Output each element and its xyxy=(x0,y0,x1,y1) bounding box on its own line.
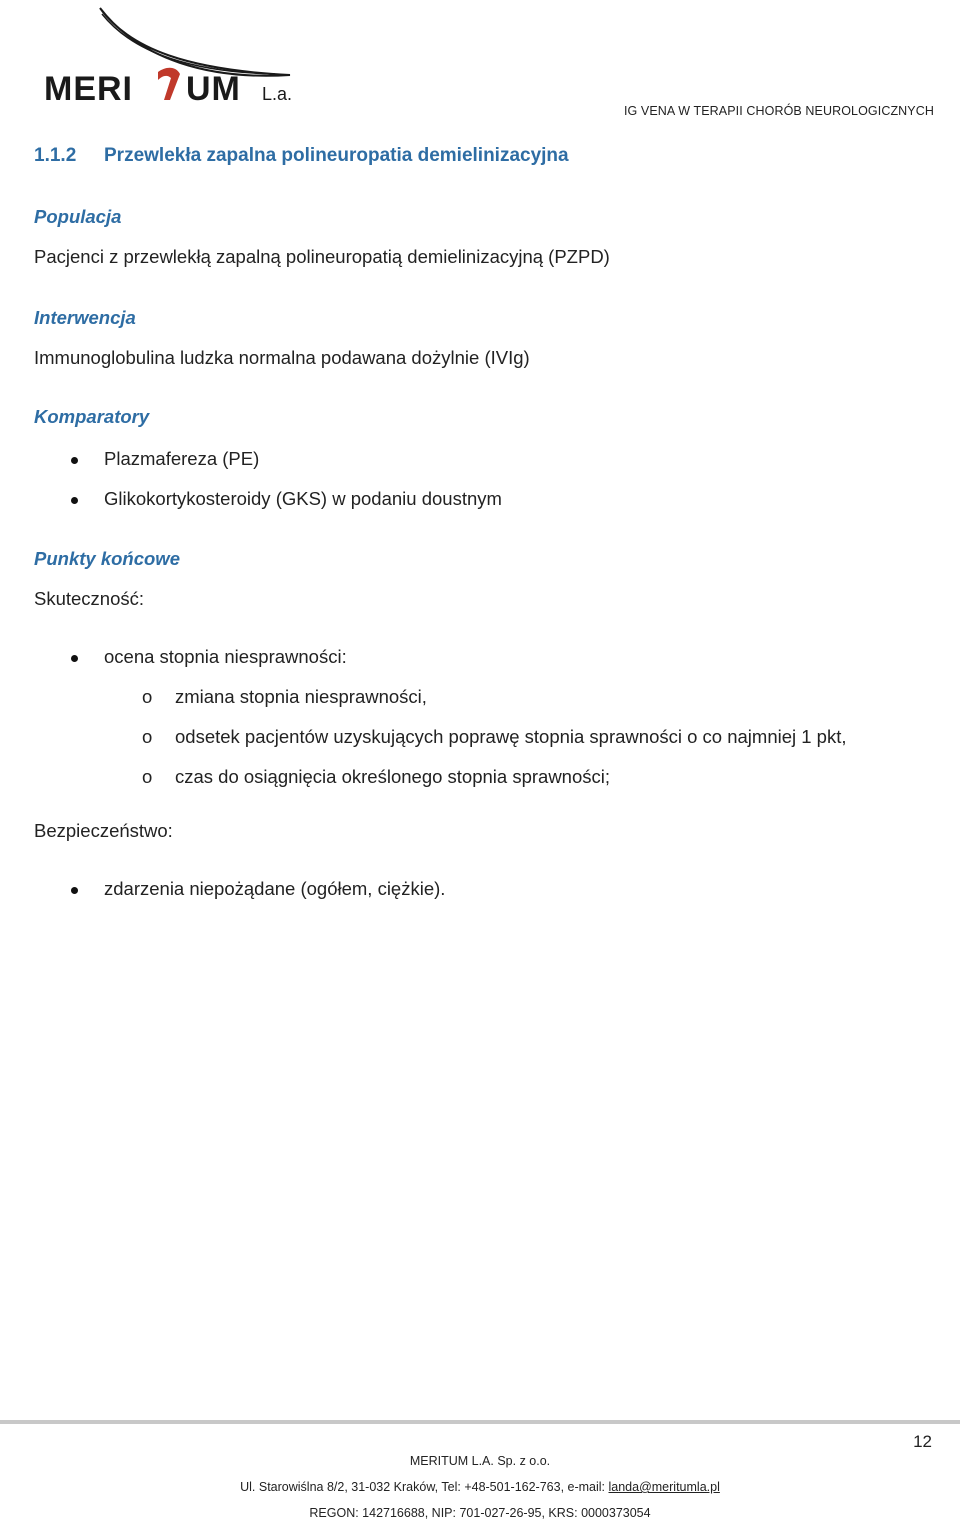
bullet-icon xyxy=(71,497,78,504)
safety-label: Bezpieczeństwo: xyxy=(34,820,173,841)
bullet-icon xyxy=(71,655,78,662)
bullet-icon xyxy=(71,457,78,464)
sub-item: o czas do osiągnięcia określonego stopnia sprawności; xyxy=(142,766,611,787)
sub-item: o odsetek pacjentów uzyskujących poprawę stopnia sprawności o co najmniej 1 pkt, xyxy=(142,726,847,747)
svg-text:L.a.: L.a. xyxy=(262,84,293,104)
svg-text:UM: UM xyxy=(186,70,241,108)
population-text: Pacjenci z przewlekłą zapalną polineuropatią demielinizacyjną (PZPD) xyxy=(34,246,610,267)
sub-bullet-icon: o xyxy=(142,766,153,787)
efficacy-label: Skuteczność: xyxy=(34,588,145,609)
header-title: IG VENA W TERAPII CHORÓB NEUROLOGICZNYCH xyxy=(623,104,934,118)
footer-company: MERITUM L.A. Sp. z o.o. xyxy=(409,1454,551,1468)
comparators-label: Komparatory xyxy=(34,406,150,427)
svg-text:MERI: MERI xyxy=(44,70,133,108)
efficacy-item: ocena stopnia niesprawności: xyxy=(104,646,347,668)
sub-bullet-icon: o xyxy=(142,686,153,707)
section-heading xyxy=(34,145,569,167)
intervention-label: Interwencja xyxy=(34,307,136,328)
endpoints-label: Punkty końcowe xyxy=(34,548,180,569)
section-title: Przewlekła zapalna polineuropatia demielinizacyjna xyxy=(104,145,569,166)
email-link[interactable]: landa@meritumla.pl xyxy=(608,1480,720,1494)
sub-item: o zmiana stopnia niesprawności, xyxy=(142,686,427,707)
population-label: Populacja xyxy=(34,206,122,227)
page-number: 12 xyxy=(913,1432,932,1451)
section-number: 1.1.2 xyxy=(34,145,77,166)
footer-divider xyxy=(0,1420,960,1424)
sub-bullet-icon: o xyxy=(142,726,153,747)
comparator-item: Glikokortykosteroidy (GKS) w podaniu doustnym xyxy=(104,488,502,510)
comparator-item: Plazmafereza (PE) xyxy=(104,448,259,470)
intervention-text: Immunoglobulina ludzka normalna podawana dożylnie (IVIg) xyxy=(34,347,530,368)
footer-address: Ul. Starowiślna 8/2, 31-032 Kraków, Tel: +48-501-162-763, e-mail: landa@meritumla.pl xyxy=(240,1480,720,1494)
safety-item: zdarzenia niepożądane (ogółem, ciężkie). xyxy=(104,878,445,900)
bullet-icon xyxy=(71,887,78,894)
footer-registry: REGON: 142716688, NIP: 701-027-26-95, KRS: 0000373054 xyxy=(309,1506,651,1520)
meritum-logo xyxy=(40,0,310,110)
